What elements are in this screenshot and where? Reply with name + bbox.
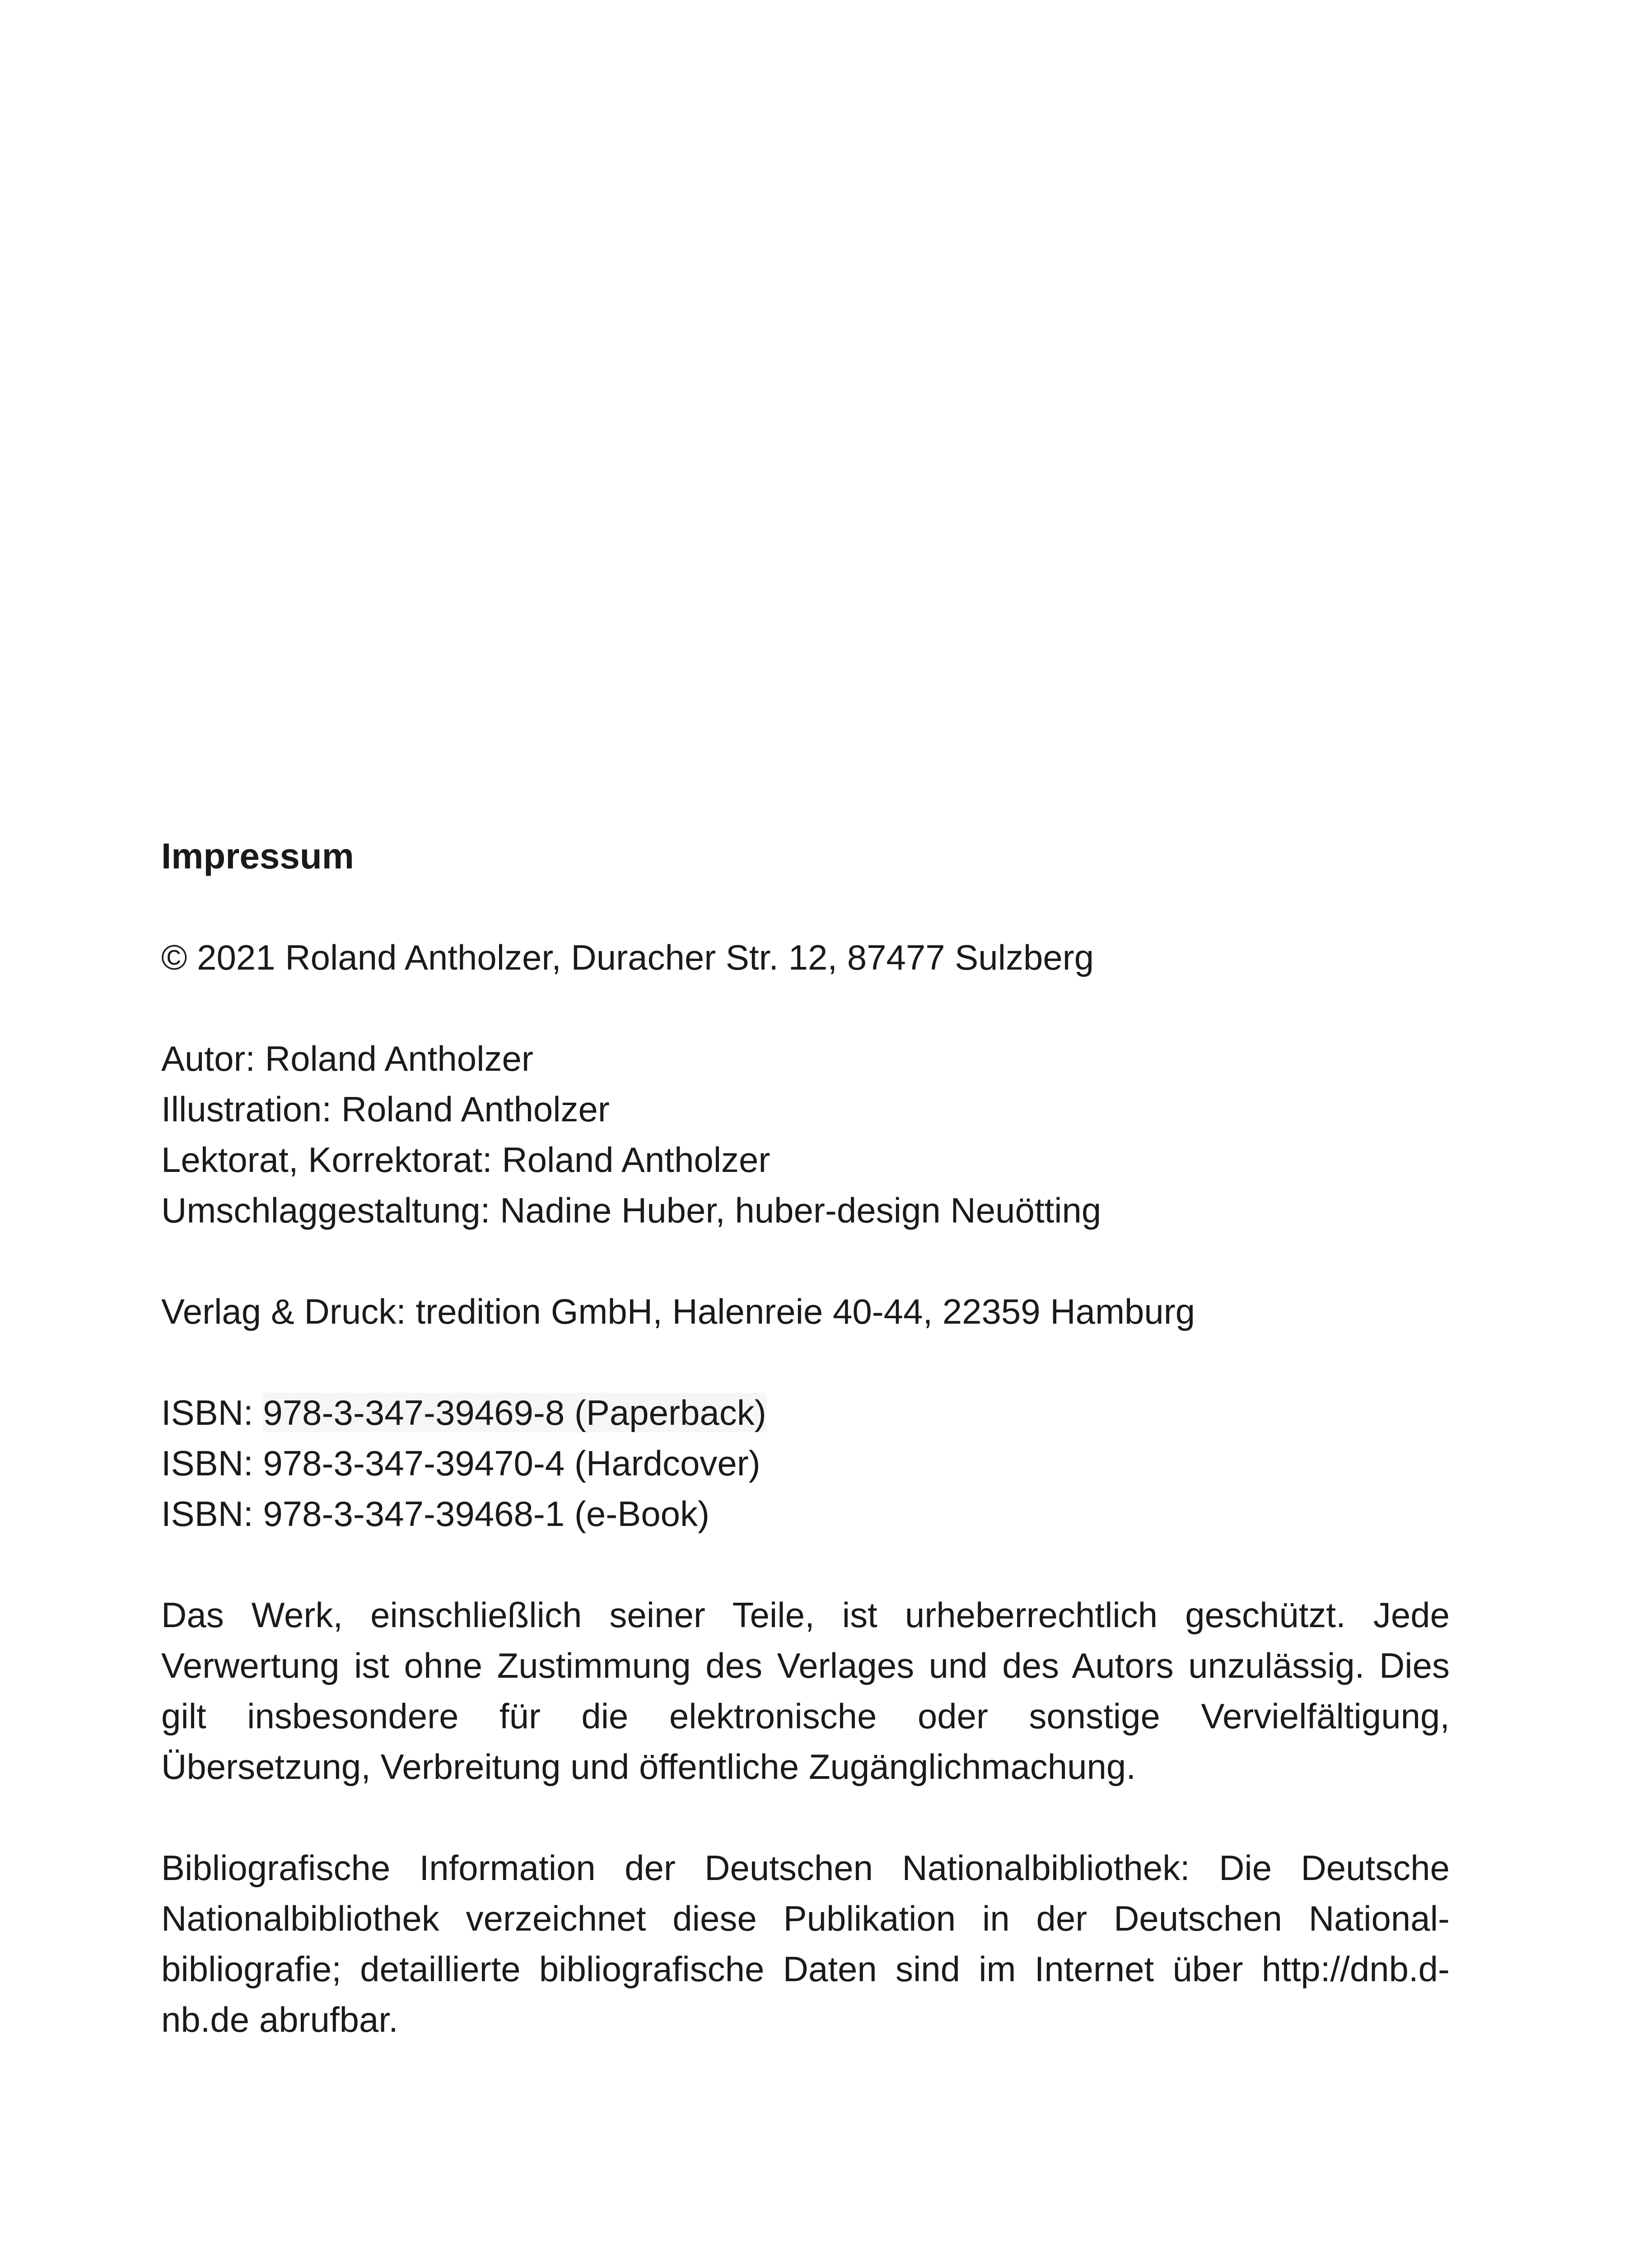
credits-block bbox=[161, 1033, 1450, 1236]
isbn-block bbox=[161, 1387, 1450, 1539]
isbn-paperback bbox=[161, 1387, 1450, 1438]
isbn-label: ISBN: bbox=[161, 1393, 263, 1432]
credit-illustration: Illustration: Roland Antholzer bbox=[161, 1089, 610, 1129]
isbn-ebook-value: 978-3-347-39468-1 (e-Book) bbox=[263, 1494, 710, 1534]
credit-author: Autor: Roland Antholzer bbox=[161, 1039, 533, 1078]
copyright-text: © 2021 Roland Antholzer, Duracher Str. 12, 87477 Sulzberg bbox=[161, 938, 1094, 977]
copyright-notice: Das Werk, einschließlich seiner Teile, ist urheberrechtlich geschützt. Jede Verwertung ist ohne Zustimmung des Verlages und des Autors unzulässig. Dies gilt insbesondere für die elektronische oder sonstige Vervielfältigung, Übersetzung, Verbreitung und öffentliche Zugänglichmachung. bbox=[161, 1595, 1450, 1787]
publisher-block bbox=[161, 1286, 1450, 1337]
impressum-section bbox=[161, 831, 1450, 2095]
isbn-label: ISBN: bbox=[161, 1443, 263, 1483]
credit-editing: Lektorat, Korrektorat: Roland Antholzer bbox=[161, 1140, 770, 1180]
impressum-title: Impressum bbox=[161, 836, 354, 876]
bibliographic-info: Bibliografische Information der Deutschen Nationalbibliothek: Die Deutsche Nationalbibliothek verzeichnet diese Publikation in der Deutschen National-bibliografie; detaillierte bibliografische Daten sind im Internet über http://dnb.d-nb.de abrufbar. bbox=[161, 1848, 1450, 2039]
isbn-hardcover bbox=[161, 1438, 1450, 1488]
isbn-hardcover-value: 978-3-347-39470-4 (Hardcover) bbox=[263, 1443, 761, 1483]
isbn-ebook bbox=[161, 1488, 1450, 1539]
isbn-paperback-value: 978-3-347-39469-8 (Paperback) bbox=[263, 1393, 766, 1432]
isbn-label: ISBN: bbox=[161, 1494, 263, 1534]
credit-cover-design: Umschlaggestaltung: Nadine Huber, huber-design Neuötting bbox=[161, 1190, 1101, 1230]
copyright-line bbox=[161, 932, 1450, 983]
publisher-text: Verlag & Druck: tredition GmbH, Halenreie 40-44, 22359 Hamburg bbox=[161, 1292, 1195, 1331]
